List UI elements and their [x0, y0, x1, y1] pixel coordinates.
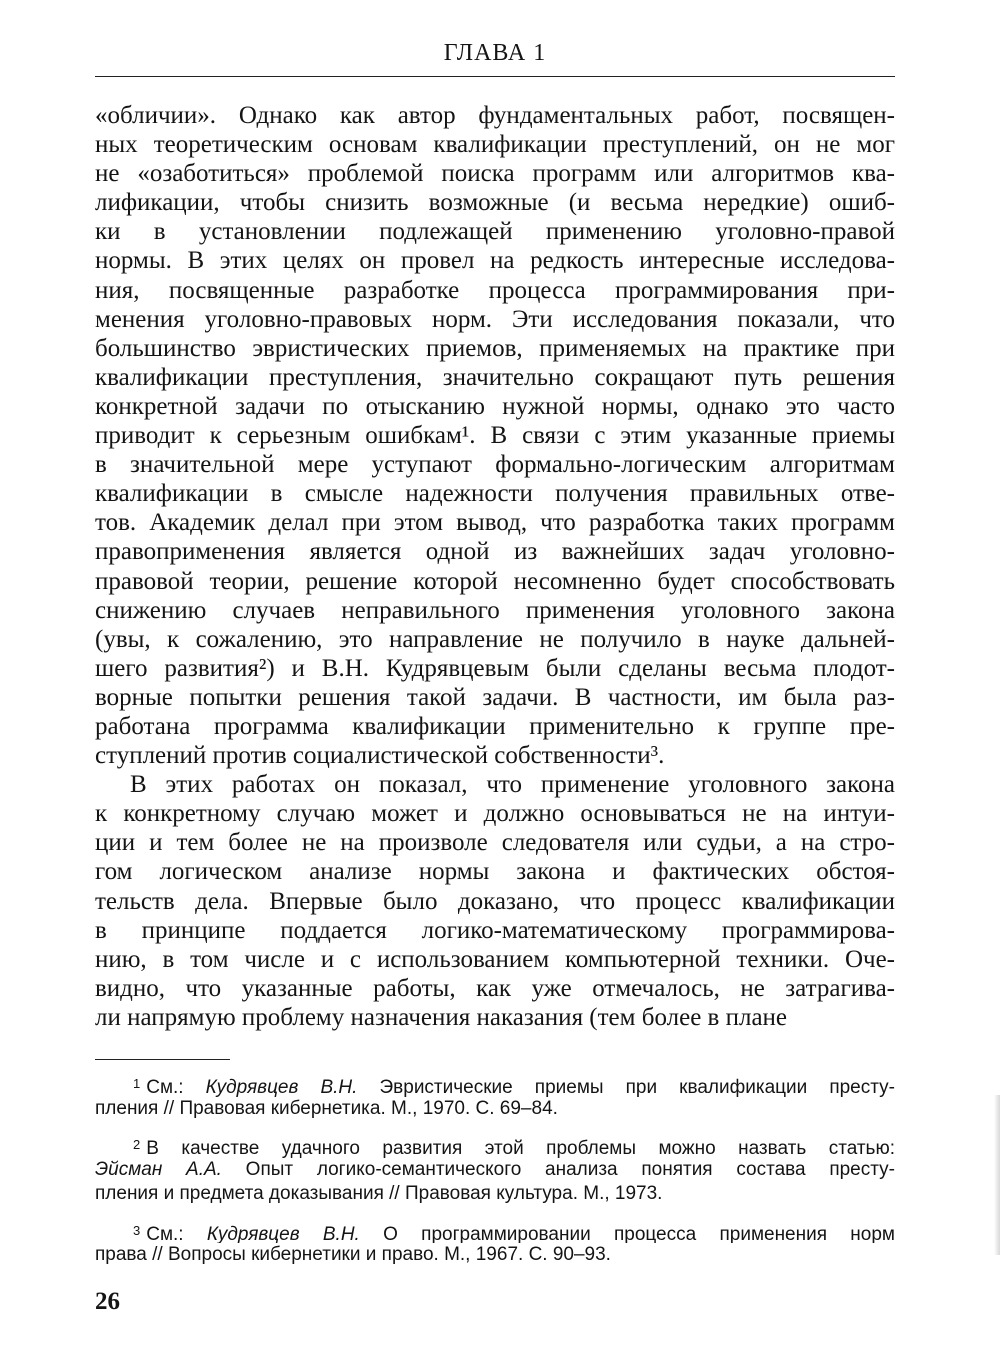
footnote-line: права // Вопросы кибернетики и право. М., 1967. С. 90–93.	[95, 1244, 611, 1265]
text-line: ния, посвященные разработке процесса программирования при-	[95, 276, 895, 304]
footnote-author: Кудрявцев В.Н.	[206, 1223, 360, 1243]
footnote-text: Эвристические приемы при квалификации престу-	[357, 1077, 895, 1097]
text-line: квалификации преступления, значительно сокращают путь решения	[95, 363, 895, 391]
page-number: 26	[95, 1288, 120, 1315]
footnote-line	[95, 1158, 895, 1183]
text-line: гом логическом анализе нормы закона и фактических обстоя-	[95, 858, 895, 886]
text-line: к конкретному случаю может и должно основываться не на интуи-	[95, 800, 895, 828]
text-line: менения уголовно-правовых норм. Эти исследования показали, что	[95, 305, 895, 333]
footnote-line: пления // Правовая кибернетика. М., 1970. С. 69–84.	[95, 1097, 558, 1119]
running-head: ГЛАВА 1	[443, 40, 547, 66]
text-line: нормы. В этих целях он провел на редкость интересные исследова-	[95, 247, 895, 275]
footnote-2	[95, 1133, 895, 1207]
page-edge-shadow	[994, 1095, 1000, 1255]
footnote-author: Эйсман А.А.	[95, 1158, 222, 1180]
footnote-rule	[95, 1059, 230, 1060]
footnote-line	[95, 1072, 895, 1097]
footnote-line	[95, 1219, 895, 1244]
text-line: лификации, чтобы снизить возможные (и весьма нередкие) ошиб-	[95, 189, 895, 217]
text-line: приводит к серьезным ошибкам¹. В связи с этим указанные приемы	[95, 422, 895, 450]
text-line: большинство эвристических приемов, применяемых на практике при	[95, 334, 895, 362]
text-line: (увы, к сожалению, это направление не получило в науке дальней-	[95, 625, 895, 653]
text-line: снижению случаев неправильного применения уголовного закона	[95, 596, 895, 624]
text-line: тов. Академик делал при этом вывод, что разработка таких программ	[95, 509, 895, 537]
footnote-line	[95, 1133, 895, 1158]
text-line: видно, что указанные работы, как уже отмечалось, не затрагива-	[95, 974, 895, 1002]
text-line: ных теоретическим основам квалификации преступлений, он не мог	[95, 131, 895, 159]
text-line: квалификации в смысле надежности получения правильных отве-	[95, 480, 895, 508]
body-text	[95, 101, 895, 1032]
footnote-text: О программировании процесса применения норм	[359, 1223, 895, 1243]
footnotes	[95, 1072, 895, 1280]
text-line: нию, в том числе и с использованием компьютерной техники. Оче-	[95, 945, 895, 973]
text-line: в значительной мере уступают формально-логическим алгоритмам	[95, 451, 895, 479]
footnote-line: пления и предмета доказывания // Правовая культура. М., 1973.	[95, 1183, 663, 1204]
text-line: тельств дела. Впервые было доказано, что процесс квалификации	[95, 887, 895, 915]
footnote-text: Опыт логико-семантического анализа понятия состава престу-	[221, 1158, 895, 1180]
footnote-number: 2	[133, 1137, 141, 1152]
footnote-prefix: См.:	[146, 1223, 207, 1243]
text-line: работана программа квалификации применительно к группе пре-	[95, 712, 895, 740]
text-line: не «озаботиться» проблемой поиска программ или алгоритмов ква-	[95, 160, 895, 188]
footnote-author: Кудрявцев В.Н.	[205, 1077, 358, 1097]
text-line: правовой теории, решение которой несомненно будет способствовать	[95, 567, 895, 595]
text-line: правоприменения является одной из важнейших задач уголовно-	[95, 538, 895, 566]
footnote-text: В качестве удачного развития этой проблемы можно назвать статью:	[146, 1138, 895, 1158]
text-line: ли напрямую проблему назначения наказания (тем более в плане	[95, 1003, 788, 1031]
footnote-1	[95, 1072, 895, 1121]
text-line: конкретной задачи по отысканию нужной нормы, однако это часто	[95, 392, 895, 420]
footnote-number: 3	[133, 1222, 141, 1238]
text-line: в принципе поддается логико-математическому программирова-	[95, 916, 895, 944]
text-line: ции и тем более не на произволе следователя или судьи, а на стро-	[95, 829, 895, 857]
footnote-prefix: См.:	[146, 1077, 206, 1097]
text-line: ки в установлении подлежащей применению уголовно-правой	[95, 218, 895, 246]
text-line: В этих работах он показал, что применение уголовного закона	[130, 771, 895, 799]
text-line: шего развития²) и В.Н. Кудрявцевым были сделаны весьма плодот-	[95, 654, 895, 682]
header-rule	[95, 76, 895, 77]
text-line: ворные попытки решения такой задачи. В частности, им была раз-	[95, 683, 895, 711]
text-line: «обличии». Однако как автор фундаментальных работ, посвящен-	[95, 102, 895, 129]
text-line: ступлений против социалистической собственности³.	[95, 742, 665, 770]
footnote-3	[95, 1219, 895, 1268]
footnote-number: 1	[133, 1076, 141, 1091]
